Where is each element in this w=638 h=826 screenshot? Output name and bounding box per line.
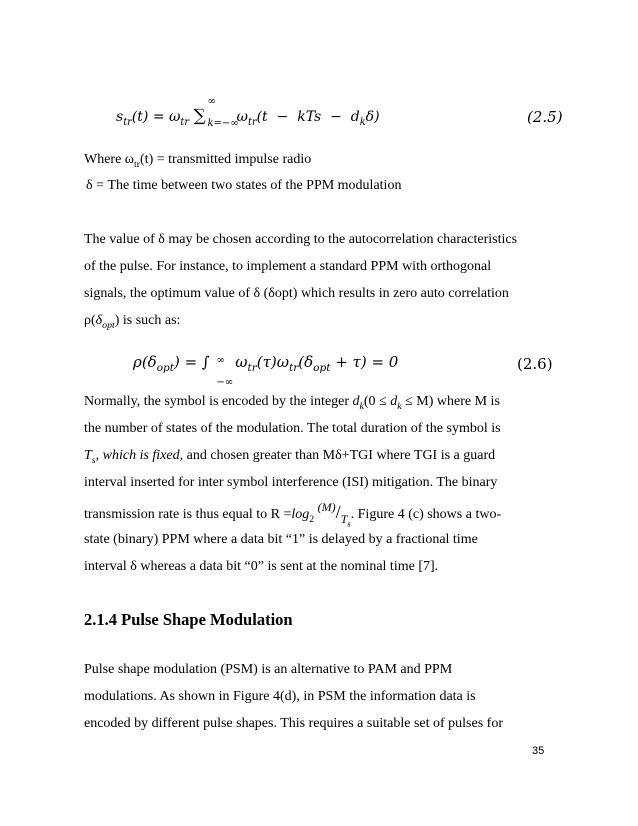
para3-line2: modulations. As shown in Figure 4(d), in PSM the information data is bbox=[84, 689, 476, 704]
section-heading: 2.1.4 Pulse Shape Modulation bbox=[84, 610, 293, 629]
para3-line1: Pulse shape modulation (PSM) is an alternative to PAM and PPM bbox=[84, 662, 453, 677]
equation-number-2-5: (2.5) bbox=[527, 108, 563, 126]
para2-line1: Normally, the symbol is encoded by the integer $d_k(0 \le d_k \le M)$ where M is bbox=[84, 394, 500, 412]
para2-line5: transmission rate is thus equal to $R =\log_2$ $(M)/T_s$. Figure 4 (c) shows a two- bbox=[84, 500, 502, 529]
para1-line2: of the pulse. For instance, to implement a standard PPM with orthogonal bbox=[84, 259, 492, 274]
equation-number-2-6: (2.6) bbox=[517, 355, 553, 373]
para2-line2: the number of states of the modulation. The total duration of the symbol is bbox=[84, 421, 501, 436]
para1-line4: $\rho(\delta_{opt})$ is such as: bbox=[84, 313, 181, 331]
para1-line1: The value of δ may be chosen according to the autocorrelation characteristics bbox=[84, 232, 518, 247]
para2-line6: state (binary) PPM where a data bit “1” is delayed by a fractional time bbox=[84, 532, 478, 547]
para2-line4: interval inserted for inter symbol interference (ISI) mitigation. The binary bbox=[84, 475, 498, 490]
para1-line3: signals, the optimum value of δ (δopt) which results in zero auto correlation bbox=[84, 286, 509, 301]
para3-line3: encoded by different pulse shapes. This requires a suitable set of pulses for bbox=[84, 716, 503, 731]
equation-2-6: $\rho(\delta_{opt})$ = ∫ ∞ −∞ $\omega_{tr}(\tau)\omega_{tr}(\delta_{opt} + \tau) = 0$ bbox=[133, 353, 399, 388]
para2-line3: $T_s$, which is fixed, and chosen greater than Mδ+TGI where TGI is a guard bbox=[84, 448, 496, 466]
equation-2-5: $s_{tr}(t) = \omega_{tr}$ ∑ ∞ k=−∞ $\omega_{tr}(t$ − kTs − $d_k\delta$) bbox=[116, 96, 380, 129]
where-definition: Where $\omega_{tr}(t)$ = transmitted impulse radio bbox=[84, 152, 312, 170]
delta-definition: δ = The time between two states of the PPM modulation bbox=[86, 178, 402, 193]
page-number: 35 bbox=[532, 745, 545, 757]
para2-line7: interval δ whereas a data bit “0” is sent at the nominal time [7]. bbox=[84, 559, 439, 574]
